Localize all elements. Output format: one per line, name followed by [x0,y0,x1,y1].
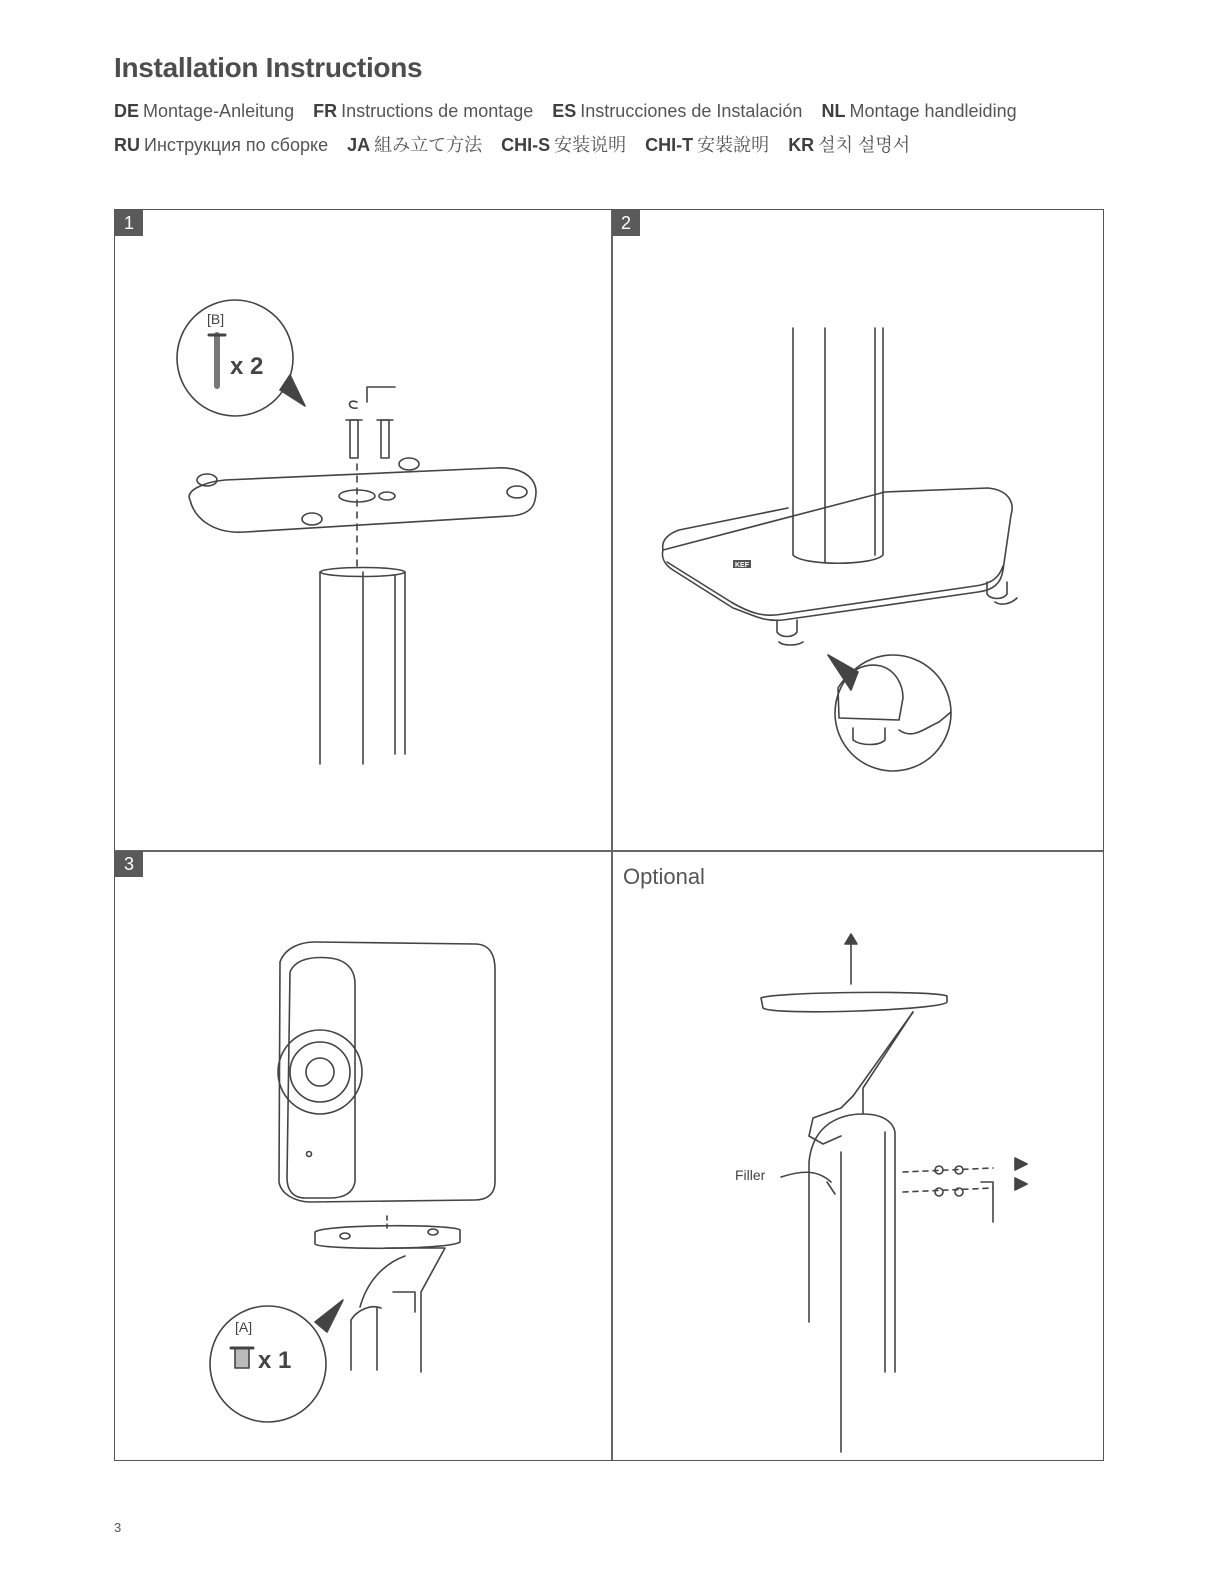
language-nl: NL Montage handleiding [821,101,1017,121]
step-3-quantity: x 1 [258,1347,292,1374]
step-3-illustration [115,852,611,1462]
step-2-badge: 2 [612,210,640,236]
step-1-badge: 1 [115,210,143,236]
step-3-part-label: [A] [235,1319,253,1335]
step-3-badge: 3 [115,851,143,877]
language-chi-t: CHI-T 安裝說明 [645,135,770,155]
page-number: 3 [114,1520,122,1535]
language-kr: KR 설치 설명서 [788,135,911,155]
language-fr: FR Instructions de montage [313,101,534,121]
step-2-illustration [613,210,1105,850]
stand-logo: KEF [735,562,749,569]
step-1-quantity: x 2 [230,353,264,380]
screw-1 [350,420,358,458]
speaker-body [279,942,495,1202]
instruction-grid [114,209,1104,1461]
language-de: DE Montage-Anleitung [114,101,295,121]
optional-plate [761,992,947,1011]
language-list-row-1 [114,101,1031,122]
step-1-part-label: [B] [207,311,225,327]
language-es: ES Instrucciones de Instalación [552,101,803,121]
stand-base [662,488,1012,620]
step-1-illustration [115,210,611,850]
speaker-plate [315,1226,460,1249]
page-title: Installation Instructions [114,52,423,83]
optional-title: Optional [623,864,705,889]
optional-column [809,1114,895,1372]
language-chi-s: CHI-S 安装说明 [501,135,627,155]
stand-column [793,328,883,563]
top-plate [189,468,536,532]
screw-2 [381,420,389,458]
optional-illustration [613,852,1105,1462]
filler-label: Filler [735,1167,766,1183]
language-ja: JA 組み立て方法 [347,135,483,155]
language-list-row-2 [114,131,924,157]
language-ru: RU Инструкция по сборке [114,135,329,155]
